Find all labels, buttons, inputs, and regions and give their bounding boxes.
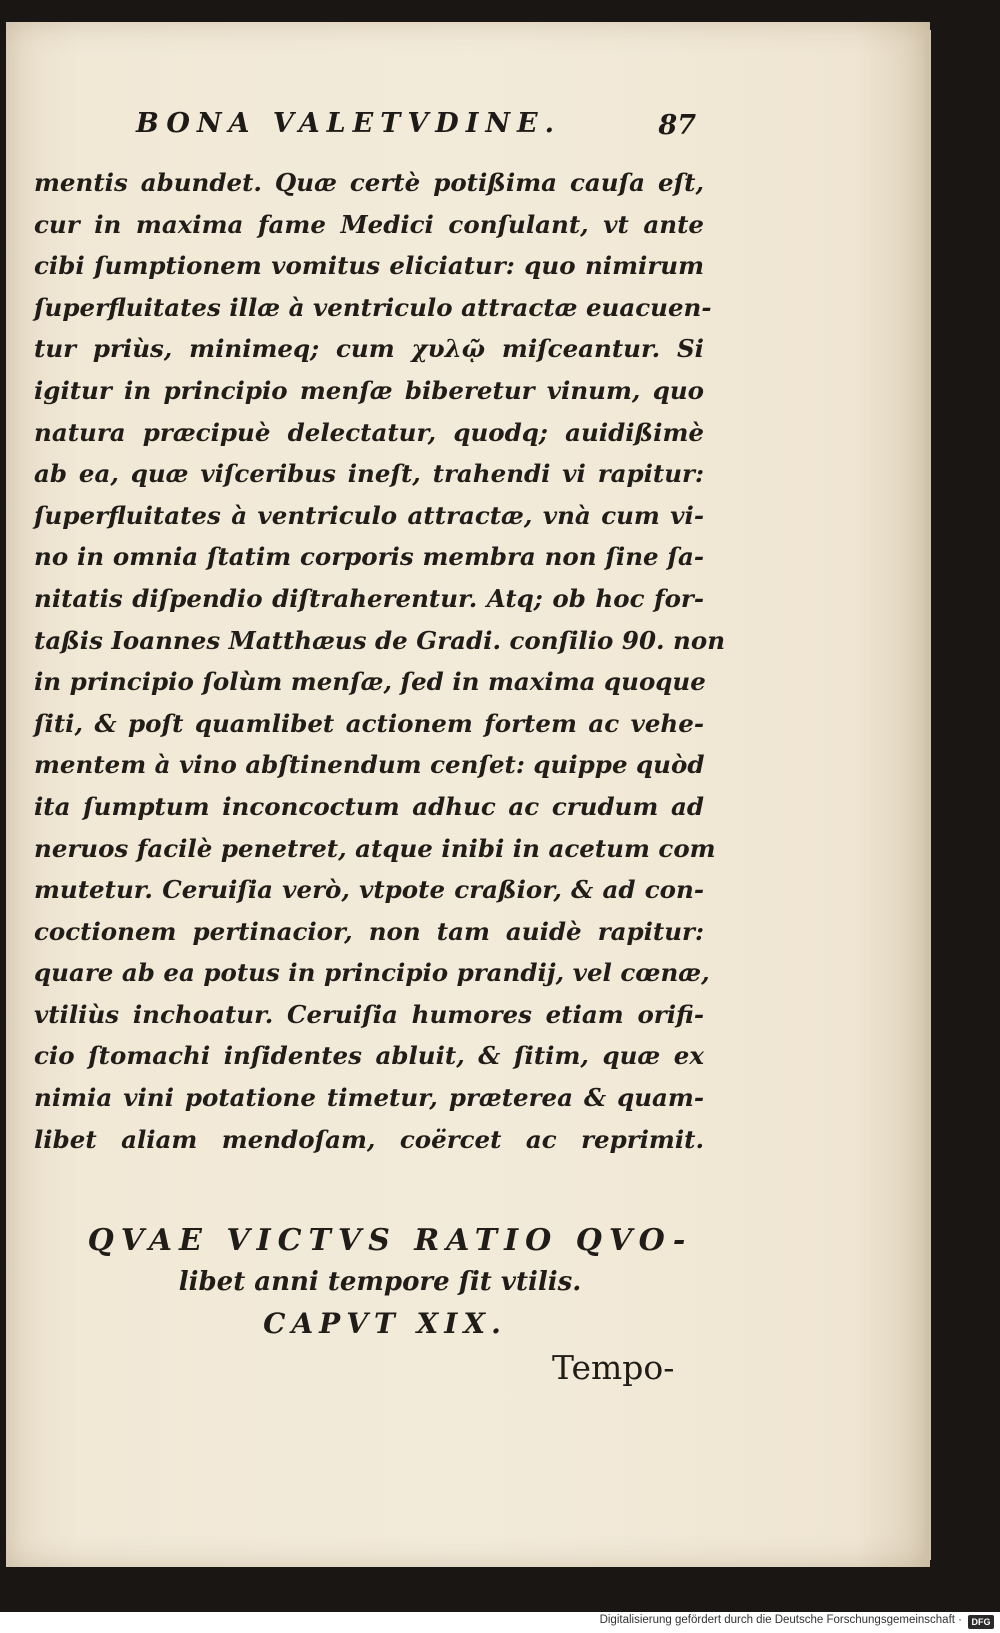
page-number: 87 <box>658 110 696 141</box>
catchword: Tempo- <box>552 1348 675 1387</box>
text-line: igitur in principio menſæ biberetur vinum, quo <box>34 375 704 405</box>
text-line: ita ſumptum inconcoctum adhuc ac crudum ad <box>34 791 704 821</box>
text-line: tur priùs, minimeq; cum χυλῷ miſceantur. Si <box>34 334 704 364</box>
text-line: neruos facilè penetret, atque inibi in acetum com <box>34 833 716 863</box>
text-line: cibi ſumptionem vomitus eliciatur: quo nimirum <box>34 251 704 281</box>
text-line: coctionem pertinacior, non tam auidè rapitur: <box>34 916 704 946</box>
text-line: nimia vini potatione timetur, præterea & quam- <box>34 1083 704 1113</box>
funding-credit: Digitalisierung gefördert durch die Deutsche Forschungsgemeinschaft · <box>599 1614 962 1626</box>
chapter-heading <box>40 1220 700 1346</box>
page-edge <box>925 30 931 1560</box>
text-line: taßis Ioannes Matthæus de Gradi. conſilio 90. non <box>34 625 726 655</box>
text-line: ſuperfluitates illæ à ventriculo attractæ euacuen- <box>34 292 712 322</box>
text-line: no in omnia ſtatim corporis membra non ſine ſa- <box>34 542 704 572</box>
body-text <box>34 162 726 1160</box>
text-line: ſiti, & poſt quamlibet actionem fortem ac vehe- <box>34 708 704 738</box>
text-line: in principio ſolùm menſæ, ſed in maxima quoque <box>34 667 706 697</box>
chapter-title-line1: QVAE VICTVS RATIO QVO- <box>87 1223 693 1258</box>
text-line: mentem à vino abſtinendum cenſet: quippe quòd <box>34 750 705 780</box>
text-line: cur in maxima fame Medici conſulant, vt ante <box>34 209 704 239</box>
text-line: mutetur. Ceruiſia verò, vtpote craßior, & ad con- <box>34 875 704 905</box>
text-line: mentis abundet. Quæ certè potißima cauſa eſt, <box>34 168 704 197</box>
text-line: vtiliùs inchoatur. Ceruiſia humores etiam orifi- <box>34 999 704 1029</box>
text-line: libet aliam mendoſam, coërcet ac reprimit. <box>34 1124 704 1154</box>
dfg-logo-icon: DFG <box>968 1615 994 1629</box>
text-line: cio ſtomachi inſidentes abluit, & ſitim, quæ ex <box>34 1041 704 1071</box>
running-head-title: BONA VALETVDINE. <box>136 108 561 139</box>
running-head <box>136 108 696 148</box>
text-line: nitatis diſpendio diſtraherentur. Atq; ob hoc for- <box>34 583 704 613</box>
chapter-number: CAPVT XIX. <box>263 1307 507 1340</box>
text-line: natura præcipuè delectatur, quodq; auidißimè <box>34 417 704 447</box>
text-line: quare ab ea potus in principio prandij, vel cœnæ, <box>34 958 710 988</box>
text-line: ſuperfluitates à ventriculo attractæ, vnà cum vi- <box>34 500 704 530</box>
footer-strip <box>0 1612 1000 1633</box>
chapter-title-line2: libet anni tempore ſit vtilis. <box>178 1267 582 1297</box>
text-line: ab ea, quæ viſceribus ineſt, trahendi vi rapitur: <box>34 459 704 489</box>
